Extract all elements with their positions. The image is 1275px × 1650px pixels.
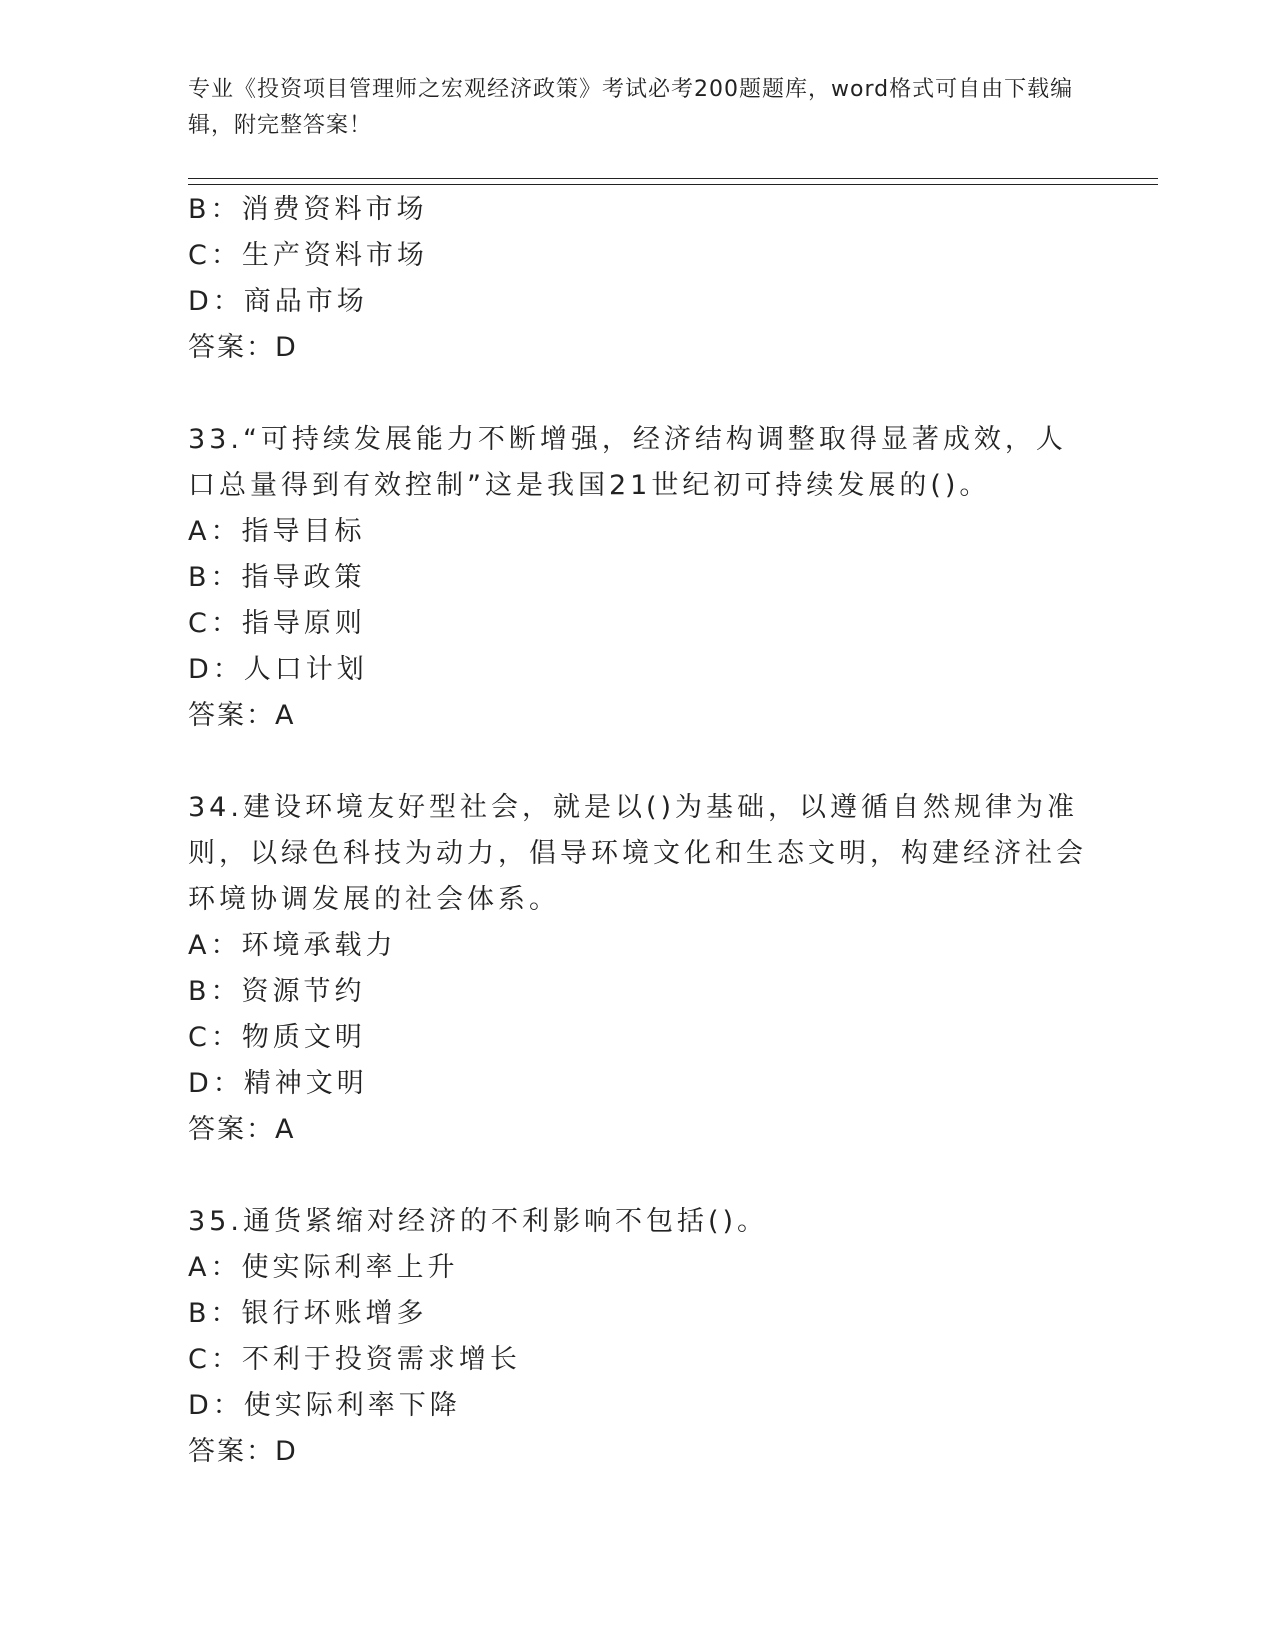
- option-b: B：消费资料市场: [188, 194, 428, 225]
- question-block-34: [188, 785, 1088, 1153]
- option-d: D：精神文明: [188, 1068, 368, 1099]
- option-d: D：商品市场: [188, 286, 368, 317]
- header-divider: [188, 178, 1158, 185]
- option-b: B：指导政策: [188, 562, 366, 593]
- option-c: C：不利于投资需求增长: [188, 1344, 521, 1375]
- question-stem: 35.通货紧缩对经济的不利影响不包括()。: [188, 1206, 769, 1237]
- question-stem: 34.建设环境友好型社会，就是以()为基础，以遵循自然规律为准则，以绿色科技为动力，倡导环境文化和生态文明，构建经济社会环境协调发展的社会体系。: [188, 792, 1087, 915]
- option-c: C：生产资料市场: [188, 240, 428, 271]
- option-d: D：人口计划: [188, 654, 368, 685]
- document-header: [188, 72, 1088, 144]
- option-d: D：使实际利率下降: [188, 1390, 461, 1421]
- question-stem: 33.“可持续发展能力不断增强，经济结构调整取得显著成效，人口总量得到有效控制”这是我国21世纪初可持续发展的()。: [188, 424, 1067, 501]
- question-block-continued: [188, 187, 1088, 371]
- header-text: 专业《投资项目管理师之宏观经济政策》考试必考200题题库，word格式可自由下载编辑，附完整答案！: [188, 77, 1074, 138]
- answer-line: 答案：D: [188, 332, 298, 363]
- answer-line: 答案：D: [188, 1436, 298, 1467]
- option-b: B：资源节约: [188, 976, 366, 1007]
- question-block-35: [188, 1199, 1088, 1475]
- option-a: A：指导目标: [188, 516, 366, 547]
- option-a: A：环境承载力: [188, 930, 397, 961]
- option-c: C：物质文明: [188, 1022, 366, 1053]
- answer-line: 答案：A: [188, 700, 296, 731]
- option-b: B：银行坏账增多: [188, 1298, 428, 1329]
- document-body: [188, 187, 1088, 1475]
- option-a: A：使实际利率上升: [188, 1252, 459, 1283]
- answer-line: 答案：A: [188, 1114, 296, 1145]
- option-c: C：指导原则: [188, 608, 366, 639]
- question-block-33: [188, 417, 1088, 739]
